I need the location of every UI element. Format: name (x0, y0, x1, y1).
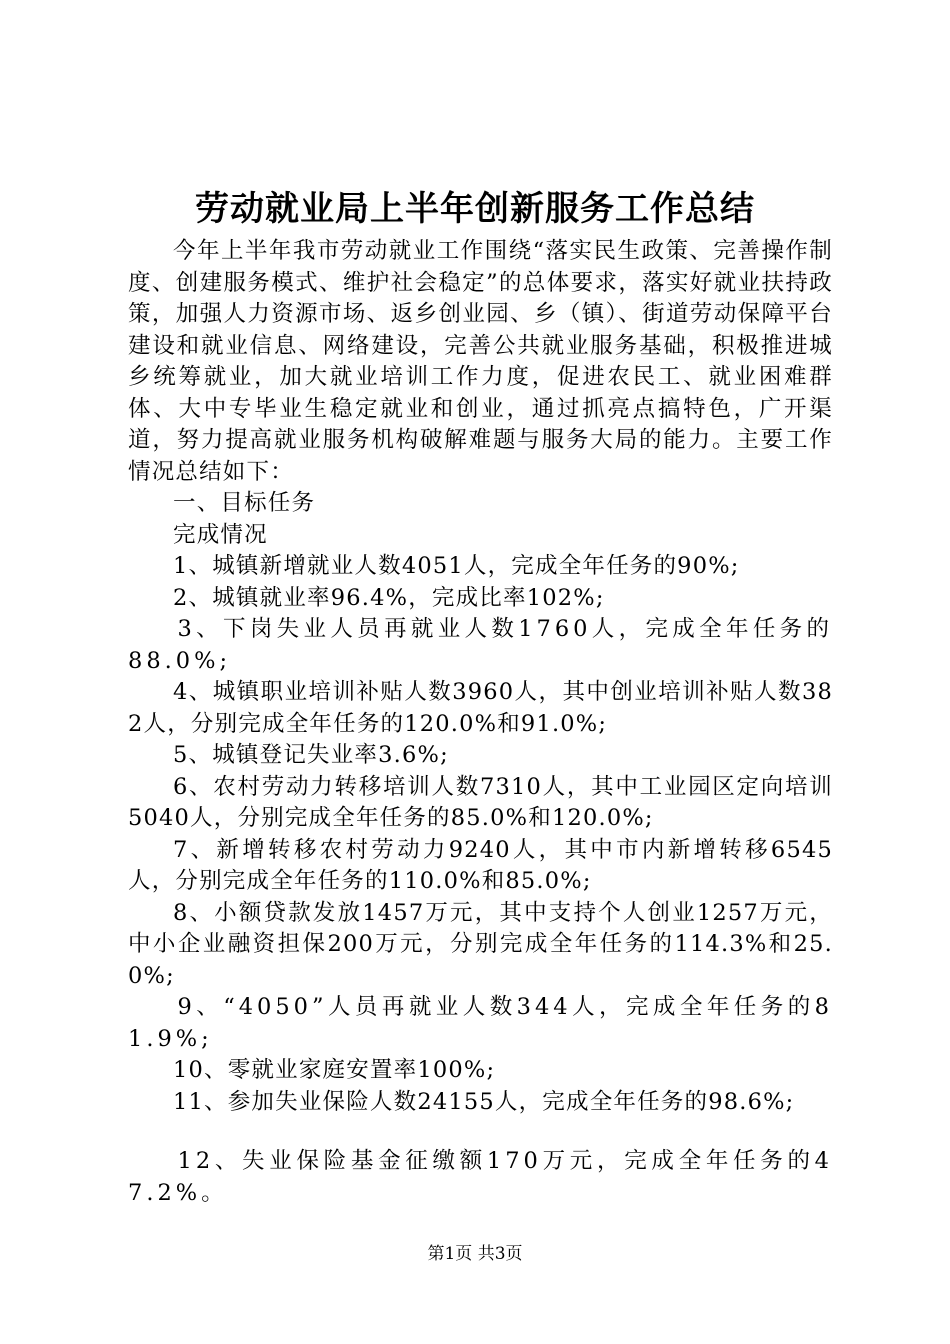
list-item: 4、城镇职业培训补贴人数3960人，其中创业培训补贴人数382人，分别完成全年任务的120.0%和91.0%; (128, 679, 833, 737)
document-body (128, 236, 833, 1209)
list-item: 7、新增转移农村劳动力9240人，其中市内新增转移6545人，分别完成全年任务的110.0%和85.0%; (128, 836, 833, 894)
list-item: 2、城镇就业率96.4%，完成比率102%; (173, 584, 605, 611)
list-item: 12、失业保险基金征缴额170万元，完成全年任务的47.2%。 (128, 1148, 833, 1206)
list-item: 9、“4050”人员再就业人数344人，完成全年任务的81.9%; (128, 994, 833, 1052)
page-footer: 第1页 共3页 (427, 1244, 523, 1264)
intro-paragraph: 今年上半年我市劳动就业工作围绕“落实民生政策、完善操作制度、创建服务模式、维护社会稳定”的总体要求，落实好就业扶持政策，加强人力资源市场、返乡创业园、乡（镇）、街道劳动保障平台建设和就业信息、网络建设，完善公共就业服务基础，积极推进城乡统筹就业，加大就业培训工作力度，促进农民工、就业困难群体、大中专毕业生稳定就业和创业，通过抓亮点搞特色，广开渠道，努力提高就业服务机构破解难题与服务大局的能力。主要工作情况总结如下： (128, 238, 833, 485)
section-heading: 一、目标任务 (173, 490, 316, 516)
list-item: 5、城镇登记失业率3.6%; (173, 742, 449, 768)
document-title: 劳动就业局上半年创新服务工作总结 (195, 189, 755, 229)
list-item: 3、下岗失业人员再就业人数1760人，完成全年任务的88.0%; (128, 616, 833, 674)
list-item: 6、农村劳动力转移培训人数7310人，其中工业园区定向培训5040人，分别完成全年任务的85.0%和120.0%; (128, 773, 833, 831)
list-item: 10、零就业家庭安置率100%; (173, 1057, 496, 1083)
list-item: 11、参加失业保险人数24155人，完成全年任务的98.6%; (173, 1088, 795, 1115)
list-item: 8、小额贷款发放1457万元，其中支持个人创业1257万元，中小企业融资担保200万元，分别完成全年任务的114.3%和25.0%; (128, 899, 833, 989)
list-item: 1、城镇新增就业人数4051人，完成全年任务的90%; (173, 553, 740, 579)
subheading: 完成情况 (173, 521, 268, 548)
